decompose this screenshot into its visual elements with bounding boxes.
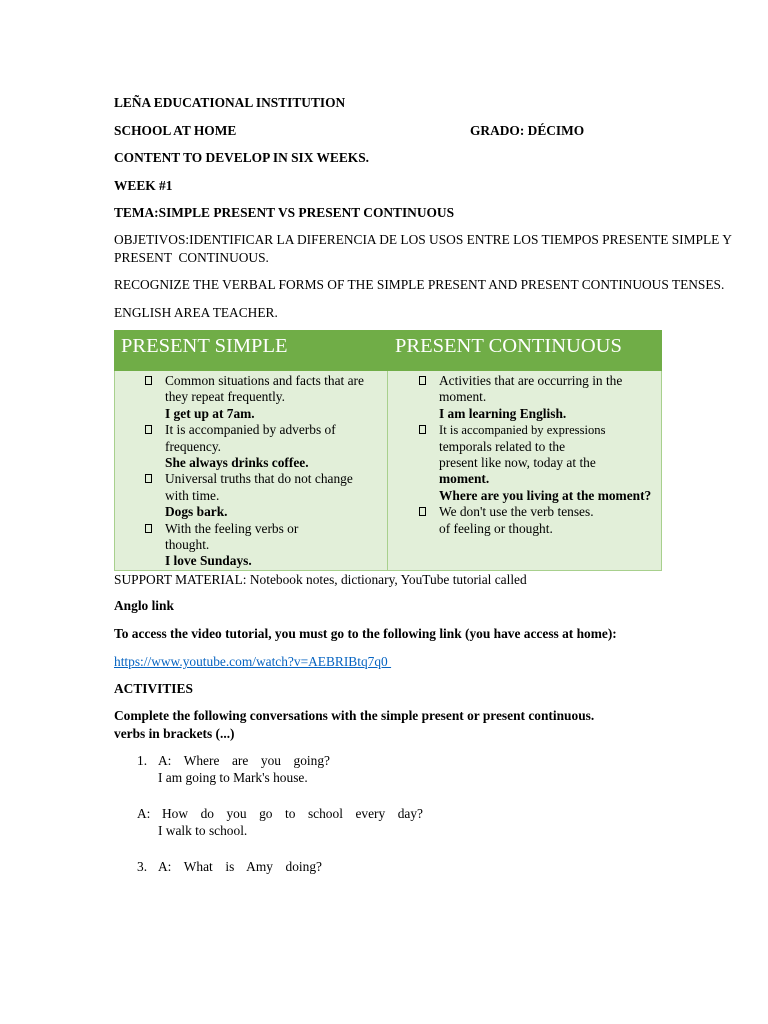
- list-item: [115, 373, 387, 422]
- teacher-label: ENGLISH AREA TEACHER.: [114, 305, 278, 320]
- school-label: SCHOOL AT HOME: [114, 123, 237, 138]
- recognize-objective: RECOGNIZE THE VERBAL FORMS OF THE SIMPLE PRESENT AND PRESENT CONTINUOUS TENSES.: [114, 277, 725, 292]
- conversation-question: How do you go to school every day?: [162, 806, 423, 821]
- rule-text: moment.: [439, 389, 487, 405]
- bullet-box-icon: [419, 425, 426, 434]
- list-item: [115, 521, 387, 570]
- column-title-present-simple: PRESENT SIMPLE: [121, 335, 288, 357]
- column-title-present-continuous: PRESENT CONTINUOUS: [395, 335, 622, 357]
- rule-text: Universal truths that do not change: [165, 471, 353, 487]
- example-sentence: Dogs bark.: [165, 504, 228, 520]
- rule-text: It is accompanied by expressions: [439, 423, 606, 438]
- rule-text: of feeling or thought.: [439, 520, 553, 536]
- bullet-box-icon: [419, 376, 426, 385]
- rule-text: they repeat frequently.: [165, 389, 285, 405]
- table-header-row: [114, 330, 662, 371]
- example-sentence: moment.: [439, 471, 490, 487]
- activity-instructions: verbs in brackets (...): [114, 726, 235, 741]
- bullet-box-icon: [145, 376, 152, 385]
- topic-title: TEMA:SIMPLE PRESENT VS PRESENT CONTINUOUS: [114, 205, 455, 220]
- list-item: [389, 504, 661, 537]
- bullet-box-icon: [145, 474, 152, 483]
- list-marker: 1.: [137, 753, 148, 768]
- example-sentence: I love Sundays.: [165, 553, 252, 569]
- content-duration: CONTENT TO DEVELOP IN SIX WEEKS.: [114, 150, 370, 165]
- column-divider: [387, 371, 388, 570]
- bullet-box-icon: [419, 507, 426, 516]
- week-label: WEEK #1: [114, 178, 173, 193]
- present-continuous-column: [389, 373, 661, 537]
- rule-text: Common situations and facts that are: [165, 373, 364, 388]
- rule-text: with time.: [165, 487, 220, 503]
- conversation-answer: I walk to school.: [158, 823, 248, 838]
- rule-text: temporals related to the: [439, 438, 566, 454]
- rule-text: It is accompanied by adverbs of: [165, 422, 336, 438]
- list-marker: A:: [137, 806, 151, 821]
- institution-name: LEÑA EDUCATIONAL INSTITUTION: [114, 95, 346, 110]
- present-simple-column: [115, 373, 387, 570]
- tutorial-name: Anglo link: [114, 598, 174, 613]
- rule-text: Activities that are occurring in the: [439, 373, 623, 388]
- list-item: [115, 422, 387, 471]
- objectives-line: PRESENT CONTINUOUS.: [114, 250, 269, 265]
- tense-comparison-table: [114, 330, 662, 571]
- activities-heading: ACTIVITIES: [114, 681, 193, 696]
- list-marker: 3.: [137, 859, 148, 874]
- example-sentence: She always drinks coffee.: [165, 455, 309, 471]
- conversation-question: A: Where are you going?: [158, 753, 330, 768]
- example-sentence: I get up at 7am.: [165, 405, 255, 421]
- example-sentence: Where are you living at the moment?: [439, 487, 652, 503]
- list-item: [389, 373, 661, 422]
- list-item: [389, 422, 661, 504]
- conversation-answer: I am going to Mark's house.: [158, 770, 308, 785]
- access-instructions: To access the video tutorial, you must go to the following link (you have access at home):: [114, 626, 617, 641]
- example-sentence: I am learning English.: [439, 405, 567, 421]
- conversation-question: A: What is Amy doing?: [158, 859, 322, 874]
- rule-text: thought.: [165, 537, 210, 553]
- bullet-box-icon: [145, 425, 152, 434]
- objectives-line: OBJETIVOS:IDENTIFICAR LA DIFERENCIA DE LOS USOS ENTRE LOS TIEMPOS PRESENTE SIMPLE Y: [114, 232, 732, 247]
- support-material: SUPPORT MATERIAL: Notebook notes, dictionary, YouTube tutorial called: [114, 572, 527, 587]
- grade-label: GRADO: DÉCIMO: [470, 123, 585, 138]
- rule-text: present like now, today at the: [439, 455, 596, 471]
- table-body-row: [114, 371, 662, 571]
- activity-instructions: Complete the following conversations with the simple present or present continuous.: [114, 708, 595, 723]
- rule-text: With the feeling verbs or: [165, 520, 299, 536]
- youtube-link[interactable]: https://www.youtube.com/watch?v=AEBRIBtq7q0: [114, 654, 392, 669]
- bullet-box-icon: [145, 524, 152, 533]
- rule-text: We don't use the verb tenses.: [439, 504, 594, 520]
- rule-text: frequency.: [165, 438, 222, 454]
- list-item: [115, 471, 387, 520]
